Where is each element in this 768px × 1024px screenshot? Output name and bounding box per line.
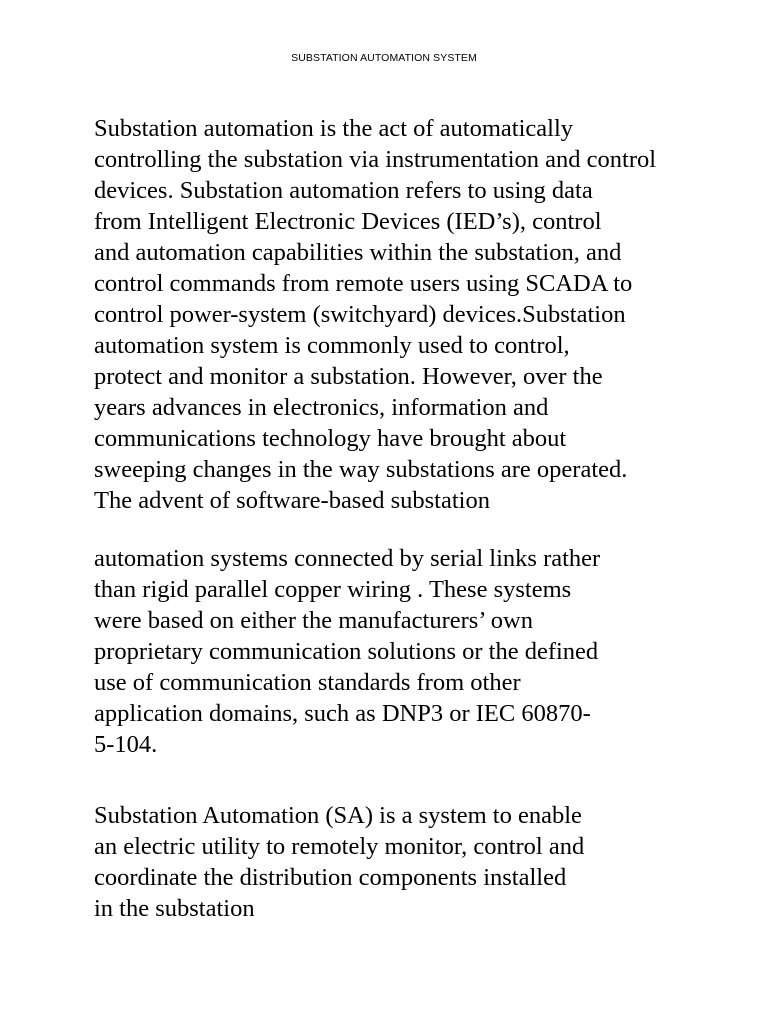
paragraph-line: than rigid parallel copper wiring . These systems [94,576,572,603]
paragraph-line: communications technology have brought about [94,425,567,452]
document-title: SUBSTATION AUTOMATION SYSTEM [291,52,477,64]
paragraph-line: from Intelligent Electronic Devices (IED’s), control [94,208,602,235]
paragraph-line: years advances in electronics, information and [94,394,549,421]
paragraph-3 [94,800,724,924]
paragraph-line: were based on either the manufacturers’ own [94,607,533,634]
paragraph-line: and automation capabilities within the substation, and [94,239,622,266]
paragraph-line: control power-system (switchyard) devices.Substation [94,301,626,328]
paragraph-line: application domains, such as DNP3 or IEC 60870- [94,700,591,727]
paragraph-line: proprietary communication solutions or the defined [94,638,599,665]
paragraph-line: coordinate the distribution components installed [94,864,567,891]
paragraph-line: use of communication standards from other [94,669,521,696]
paragraph-1 [94,113,724,516]
paragraph-2 [94,543,724,760]
paragraph-line: in the substation [94,895,255,922]
paragraph-line: Substation automation is the act of automatically [94,115,574,142]
paragraph-line: Substation Automation (SA) is a system to enable [94,802,582,829]
paragraph-line: automation system is commonly used to control, [94,332,570,359]
paragraph-line: protect and monitor a substation. However, over the [94,363,603,390]
paragraph-line: devices. Substation automation refers to using data [94,177,593,204]
paragraph-line: automation systems connected by serial links rather [94,545,601,572]
paragraph-line: an electric utility to remotely monitor, control and [94,833,585,860]
paragraph-line: sweeping changes in the way substations are operated. [94,456,628,483]
paragraph-line: control commands from remote users using SCADA to [94,270,633,297]
paragraph-line: The advent of software-based substation [94,487,490,514]
paragraph-line: 5-104. [94,731,158,758]
paragraph-line: controlling the substation via instrumentation and control [94,146,657,173]
